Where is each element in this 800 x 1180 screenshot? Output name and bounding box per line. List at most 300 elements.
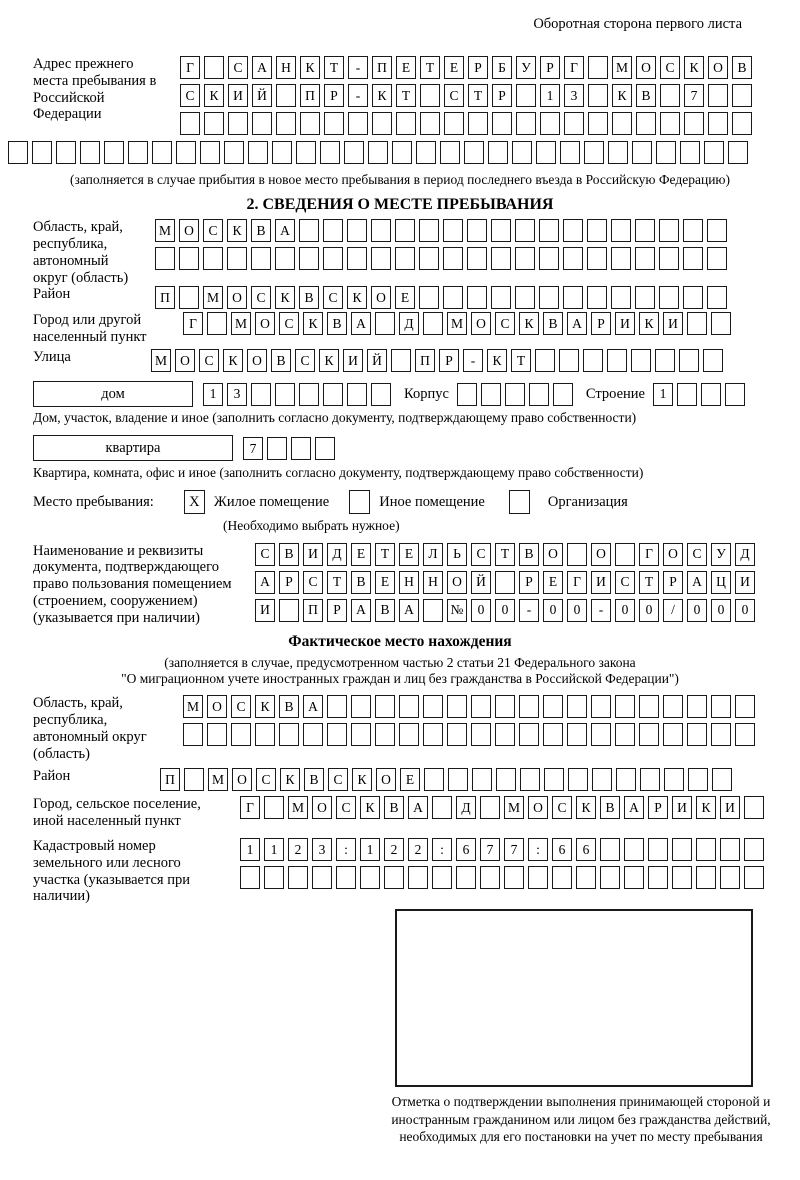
char-box[interactable]: П: [160, 768, 180, 791]
char-box[interactable]: В: [543, 312, 563, 335]
char-box[interactable]: [563, 286, 583, 309]
char-box[interactable]: [607, 349, 627, 372]
char-box[interactable]: [323, 219, 343, 242]
char-box[interactable]: Т: [327, 571, 347, 594]
char-box[interactable]: Т: [468, 84, 488, 107]
char-box[interactable]: [303, 723, 323, 746]
char-box[interactable]: :: [336, 838, 356, 861]
char-box[interactable]: [347, 383, 367, 406]
char-box[interactable]: Т: [324, 56, 344, 79]
char-box[interactable]: [296, 141, 316, 164]
char-box[interactable]: К: [639, 312, 659, 335]
char-box[interactable]: [464, 141, 484, 164]
char-box[interactable]: М: [504, 796, 524, 819]
char-box[interactable]: О: [255, 312, 275, 335]
char-box[interactable]: Т: [639, 571, 659, 594]
char-box[interactable]: [420, 84, 440, 107]
char-box[interactable]: :: [528, 838, 548, 861]
char-box[interactable]: Й: [252, 84, 272, 107]
char-box[interactable]: [663, 723, 683, 746]
char-box[interactable]: С: [231, 695, 251, 718]
char-box[interactable]: [471, 723, 491, 746]
char-box[interactable]: [419, 247, 439, 270]
char-box[interactable]: [447, 695, 467, 718]
char-box[interactable]: [291, 437, 311, 460]
char-box[interactable]: [588, 84, 608, 107]
char-box[interactable]: [615, 695, 635, 718]
char-box[interactable]: [744, 796, 764, 819]
char-box[interactable]: [323, 247, 343, 270]
zhiloe-checkbox[interactable]: X: [184, 490, 205, 514]
char-box[interactable]: [496, 768, 516, 791]
char-box[interactable]: Т: [375, 543, 395, 566]
char-box[interactable]: [696, 838, 716, 861]
char-box[interactable]: [423, 599, 443, 622]
char-box[interactable]: [535, 349, 555, 372]
char-box[interactable]: 0: [471, 599, 491, 622]
char-box[interactable]: [539, 219, 559, 242]
char-box[interactable]: [708, 84, 728, 107]
char-box[interactable]: [299, 383, 319, 406]
char-box[interactable]: [467, 286, 487, 309]
char-box[interactable]: С: [279, 312, 299, 335]
char-box[interactable]: [616, 768, 636, 791]
char-box[interactable]: [399, 723, 419, 746]
char-box[interactable]: Д: [735, 543, 755, 566]
char-box[interactable]: [615, 723, 635, 746]
char-box[interactable]: [371, 219, 391, 242]
char-box[interactable]: [683, 247, 703, 270]
char-box[interactable]: Ц: [711, 571, 731, 594]
char-box[interactable]: И: [343, 349, 363, 372]
char-box[interactable]: [659, 286, 679, 309]
char-box[interactable]: В: [251, 219, 271, 242]
char-box[interactable]: [707, 247, 727, 270]
char-box[interactable]: [351, 695, 371, 718]
char-box[interactable]: Р: [663, 571, 683, 594]
char-box[interactable]: [635, 247, 655, 270]
char-box[interactable]: П: [303, 599, 323, 622]
char-box[interactable]: [640, 768, 660, 791]
char-box[interactable]: Й: [367, 349, 387, 372]
char-box[interactable]: И: [720, 796, 740, 819]
char-box[interactable]: [392, 141, 412, 164]
char-box[interactable]: К: [696, 796, 716, 819]
char-box[interactable]: [179, 286, 199, 309]
char-box[interactable]: [612, 112, 632, 135]
char-box[interactable]: [636, 112, 656, 135]
char-box[interactable]: С: [203, 219, 223, 242]
char-box[interactable]: [635, 219, 655, 242]
char-box[interactable]: А: [687, 571, 707, 594]
char-box[interactable]: [648, 838, 668, 861]
char-box[interactable]: [701, 383, 721, 406]
char-box[interactable]: [443, 286, 463, 309]
char-box[interactable]: [176, 141, 196, 164]
char-box[interactable]: [423, 312, 443, 335]
char-box[interactable]: К: [255, 695, 275, 718]
char-box[interactable]: 6: [576, 838, 596, 861]
char-box[interactable]: [732, 112, 752, 135]
char-box[interactable]: Т: [495, 543, 515, 566]
char-box[interactable]: [443, 219, 463, 242]
char-box[interactable]: [732, 84, 752, 107]
char-box[interactable]: [240, 866, 260, 889]
char-box[interactable]: Г: [567, 571, 587, 594]
char-box[interactable]: 2: [408, 838, 428, 861]
char-box[interactable]: [592, 768, 612, 791]
char-box[interactable]: [351, 723, 371, 746]
char-box[interactable]: [408, 866, 428, 889]
char-box[interactable]: С: [255, 543, 275, 566]
char-box[interactable]: Т: [511, 349, 531, 372]
char-box[interactable]: [560, 141, 580, 164]
char-box[interactable]: С: [660, 56, 680, 79]
char-box[interactable]: К: [684, 56, 704, 79]
char-box[interactable]: С: [251, 286, 271, 309]
char-box[interactable]: [224, 141, 244, 164]
char-box[interactable]: [588, 56, 608, 79]
char-box[interactable]: [660, 112, 680, 135]
char-box[interactable]: [564, 112, 584, 135]
char-box[interactable]: /: [663, 599, 683, 622]
char-box[interactable]: Т: [396, 84, 416, 107]
char-box[interactable]: [567, 723, 587, 746]
char-box[interactable]: О: [708, 56, 728, 79]
char-box[interactable]: 7: [480, 838, 500, 861]
char-box[interactable]: К: [319, 349, 339, 372]
char-box[interactable]: В: [327, 312, 347, 335]
char-box[interactable]: [432, 796, 452, 819]
char-box[interactable]: М: [151, 349, 171, 372]
char-box[interactable]: Е: [375, 571, 395, 594]
char-box[interactable]: П: [155, 286, 175, 309]
char-box[interactable]: К: [360, 796, 380, 819]
char-box[interactable]: [600, 838, 620, 861]
char-box[interactable]: К: [487, 349, 507, 372]
char-box[interactable]: А: [303, 695, 323, 718]
char-box[interactable]: 0: [687, 599, 707, 622]
char-box[interactable]: 1: [264, 838, 284, 861]
char-box[interactable]: [516, 84, 536, 107]
char-box[interactable]: [505, 383, 525, 406]
char-box[interactable]: [515, 219, 535, 242]
char-box[interactable]: О: [543, 543, 563, 566]
char-box[interactable]: [488, 141, 508, 164]
char-box[interactable]: [655, 349, 675, 372]
char-box[interactable]: Е: [399, 543, 419, 566]
char-box[interactable]: [659, 219, 679, 242]
char-box[interactable]: [424, 768, 444, 791]
char-box[interactable]: [660, 84, 680, 107]
char-box[interactable]: С: [228, 56, 248, 79]
char-box[interactable]: В: [271, 349, 291, 372]
char-box[interactable]: [207, 723, 227, 746]
char-box[interactable]: Й: [471, 571, 491, 594]
char-box[interactable]: [587, 247, 607, 270]
char-box[interactable]: В: [519, 543, 539, 566]
char-box[interactable]: [632, 141, 652, 164]
char-box[interactable]: А: [252, 56, 272, 79]
char-box[interactable]: [327, 695, 347, 718]
char-box[interactable]: [491, 286, 511, 309]
char-box[interactable]: О: [232, 768, 252, 791]
char-box[interactable]: [656, 141, 676, 164]
char-box[interactable]: А: [624, 796, 644, 819]
char-box[interactable]: [395, 247, 415, 270]
char-box[interactable]: [707, 219, 727, 242]
char-box[interactable]: [608, 141, 628, 164]
char-box[interactable]: [323, 383, 343, 406]
char-box[interactable]: [683, 286, 703, 309]
char-box[interactable]: И: [255, 599, 275, 622]
char-box[interactable]: К: [612, 84, 632, 107]
char-box[interactable]: 7: [504, 838, 524, 861]
char-box[interactable]: -: [591, 599, 611, 622]
char-box[interactable]: В: [279, 543, 299, 566]
char-box[interactable]: [251, 383, 271, 406]
char-box[interactable]: С: [687, 543, 707, 566]
char-box[interactable]: [396, 112, 416, 135]
char-box[interactable]: Н: [423, 571, 443, 594]
char-box[interactable]: [251, 247, 271, 270]
char-box[interactable]: [663, 695, 683, 718]
char-box[interactable]: [495, 723, 515, 746]
char-box[interactable]: [567, 695, 587, 718]
char-box[interactable]: [583, 349, 603, 372]
char-box[interactable]: И: [663, 312, 683, 335]
char-box[interactable]: 1: [240, 838, 260, 861]
char-box[interactable]: [272, 141, 292, 164]
char-box[interactable]: [568, 768, 588, 791]
char-box[interactable]: [56, 141, 76, 164]
char-box[interactable]: 0: [711, 599, 731, 622]
char-box[interactable]: [704, 141, 724, 164]
char-box[interactable]: Г: [180, 56, 200, 79]
char-box[interactable]: К: [204, 84, 224, 107]
char-box[interactable]: [348, 112, 368, 135]
char-box[interactable]: 3: [564, 84, 584, 107]
char-box[interactable]: С: [328, 768, 348, 791]
char-box[interactable]: [279, 723, 299, 746]
char-box[interactable]: [375, 723, 395, 746]
char-box[interactable]: Е: [543, 571, 563, 594]
char-box[interactable]: О: [175, 349, 195, 372]
char-box[interactable]: [672, 866, 692, 889]
char-box[interactable]: С: [444, 84, 464, 107]
char-box[interactable]: [712, 768, 732, 791]
char-box[interactable]: [184, 768, 204, 791]
char-box[interactable]: 0: [735, 599, 755, 622]
char-box[interactable]: В: [732, 56, 752, 79]
char-box[interactable]: [179, 247, 199, 270]
char-box[interactable]: [457, 383, 477, 406]
char-box[interactable]: [576, 866, 596, 889]
char-box[interactable]: Д: [399, 312, 419, 335]
char-box[interactable]: [432, 866, 452, 889]
char-box[interactable]: [735, 695, 755, 718]
char-box[interactable]: [391, 349, 411, 372]
char-box[interactable]: [275, 247, 295, 270]
char-box[interactable]: 7: [243, 437, 263, 460]
char-box[interactable]: Е: [400, 768, 420, 791]
char-box[interactable]: [703, 349, 723, 372]
char-box[interactable]: [368, 141, 388, 164]
char-box[interactable]: М: [183, 695, 203, 718]
char-box[interactable]: [152, 141, 172, 164]
char-box[interactable]: Е: [395, 286, 415, 309]
char-box[interactable]: [480, 796, 500, 819]
char-box[interactable]: [320, 141, 340, 164]
char-box[interactable]: [708, 112, 728, 135]
char-box[interactable]: А: [255, 571, 275, 594]
char-box[interactable]: [80, 141, 100, 164]
char-box[interactable]: В: [351, 571, 371, 594]
char-box[interactable]: [504, 866, 524, 889]
char-box[interactable]: [419, 219, 439, 242]
char-box[interactable]: И: [615, 312, 635, 335]
char-box[interactable]: 1: [653, 383, 673, 406]
char-box[interactable]: [155, 247, 175, 270]
char-box[interactable]: И: [591, 571, 611, 594]
char-box[interactable]: [587, 286, 607, 309]
char-box[interactable]: М: [612, 56, 632, 79]
char-box[interactable]: [600, 866, 620, 889]
char-box[interactable]: Л: [423, 543, 443, 566]
char-box[interactable]: [744, 866, 764, 889]
char-box[interactable]: О: [471, 312, 491, 335]
char-box[interactable]: О: [663, 543, 683, 566]
char-box[interactable]: [255, 723, 275, 746]
char-box[interactable]: [275, 383, 295, 406]
char-box[interactable]: [276, 84, 296, 107]
char-box[interactable]: Т: [420, 56, 440, 79]
char-box[interactable]: [559, 349, 579, 372]
char-box[interactable]: [347, 247, 367, 270]
char-box[interactable]: К: [227, 219, 247, 242]
char-box[interactable]: А: [351, 599, 371, 622]
char-box[interactable]: Н: [399, 571, 419, 594]
char-box[interactable]: [372, 112, 392, 135]
char-box[interactable]: Г: [639, 543, 659, 566]
char-box[interactable]: [395, 219, 415, 242]
char-box[interactable]: О: [227, 286, 247, 309]
char-box[interactable]: Р: [468, 56, 488, 79]
char-box[interactable]: [375, 312, 395, 335]
char-box[interactable]: П: [372, 56, 392, 79]
char-box[interactable]: Р: [591, 312, 611, 335]
char-box[interactable]: К: [519, 312, 539, 335]
char-box[interactable]: [492, 112, 512, 135]
char-box[interactable]: О: [591, 543, 611, 566]
char-box[interactable]: [679, 349, 699, 372]
char-box[interactable]: [467, 219, 487, 242]
char-box[interactable]: [264, 796, 284, 819]
char-box[interactable]: [128, 141, 148, 164]
char-box[interactable]: Е: [351, 543, 371, 566]
char-box[interactable]: О: [371, 286, 391, 309]
char-box[interactable]: Г: [240, 796, 260, 819]
char-box[interactable]: О: [636, 56, 656, 79]
char-box[interactable]: К: [280, 768, 300, 791]
organizatsiya-checkbox[interactable]: [509, 490, 530, 514]
char-box[interactable]: О: [207, 695, 227, 718]
char-box[interactable]: [423, 695, 443, 718]
char-box[interactable]: [207, 312, 227, 335]
inoe-checkbox[interactable]: [349, 490, 370, 514]
char-box[interactable]: О: [447, 571, 467, 594]
char-box[interactable]: А: [351, 312, 371, 335]
char-box[interactable]: [279, 599, 299, 622]
char-box[interactable]: О: [376, 768, 396, 791]
char-box[interactable]: [399, 695, 419, 718]
char-box[interactable]: [519, 695, 539, 718]
char-box[interactable]: [720, 866, 740, 889]
char-box[interactable]: [720, 838, 740, 861]
char-box[interactable]: Д: [456, 796, 476, 819]
char-box[interactable]: К: [347, 286, 367, 309]
char-box[interactable]: [183, 723, 203, 746]
char-box[interactable]: [563, 247, 583, 270]
char-box[interactable]: И: [672, 796, 692, 819]
char-box[interactable]: О: [247, 349, 267, 372]
char-box[interactable]: [512, 141, 532, 164]
char-box[interactable]: [248, 141, 268, 164]
char-box[interactable]: У: [711, 543, 731, 566]
char-box[interactable]: [468, 112, 488, 135]
char-box[interactable]: [419, 286, 439, 309]
char-box[interactable]: [683, 219, 703, 242]
char-box[interactable]: [696, 866, 716, 889]
char-box[interactable]: [687, 312, 707, 335]
char-box[interactable]: И: [228, 84, 248, 107]
char-box[interactable]: [591, 723, 611, 746]
char-box[interactable]: [543, 723, 563, 746]
char-box[interactable]: В: [384, 796, 404, 819]
char-box[interactable]: [611, 247, 631, 270]
char-box[interactable]: Ь: [447, 543, 467, 566]
char-box[interactable]: О: [528, 796, 548, 819]
char-box[interactable]: 0: [543, 599, 563, 622]
char-box[interactable]: [728, 141, 748, 164]
char-box[interactable]: [300, 112, 320, 135]
char-box[interactable]: С: [552, 796, 572, 819]
char-box[interactable]: [267, 437, 287, 460]
char-box[interactable]: Г: [564, 56, 584, 79]
char-box[interactable]: К: [300, 56, 320, 79]
char-box[interactable]: О: [312, 796, 332, 819]
char-box[interactable]: М: [203, 286, 223, 309]
char-box[interactable]: Р: [327, 599, 347, 622]
char-box[interactable]: [312, 866, 332, 889]
char-box[interactable]: И: [303, 543, 323, 566]
char-box[interactable]: С: [615, 571, 635, 594]
char-box[interactable]: [104, 141, 124, 164]
char-box[interactable]: Е: [396, 56, 416, 79]
char-box[interactable]: А: [275, 219, 295, 242]
char-box[interactable]: К: [372, 84, 392, 107]
char-box[interactable]: Р: [540, 56, 560, 79]
char-box[interactable]: [687, 723, 707, 746]
char-box[interactable]: [520, 768, 540, 791]
char-box[interactable]: К: [352, 768, 372, 791]
char-box[interactable]: [680, 141, 700, 164]
char-box[interactable]: [491, 247, 511, 270]
char-box[interactable]: [639, 723, 659, 746]
char-box[interactable]: [707, 286, 727, 309]
char-box[interactable]: -: [519, 599, 539, 622]
char-box[interactable]: Г: [183, 312, 203, 335]
